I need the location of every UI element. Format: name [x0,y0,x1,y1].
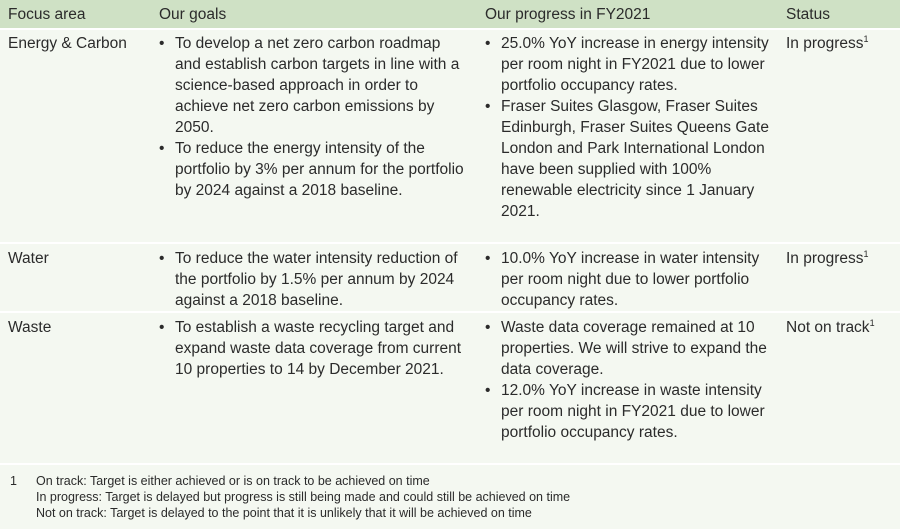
status-cell [786,248,898,269]
header-status: Status [786,6,830,23]
list-item: • 25.0% YoY increase in energy intensity per room night in FY2021 due to lower portfolio occupancy rates. [485,35,769,94]
list-item: • Fraser Suites Glasgow, Fraser Suites Edinburgh, Fraser Suites Queens Gate London and Park International London have been supplied with 100% renewable electricity since 1 January 2021. [485,98,769,220]
bullet-icon: • [159,250,165,267]
footnote [0,465,900,529]
bullet-icon: • [485,382,491,399]
table-row [0,30,900,242]
status-text: In progress [786,35,864,52]
bullet-icon: • [159,319,165,336]
footnote-marker: 1 [863,249,869,259]
list-item: • To establish a waste recycling target and expand waste data coverage from current 10 properties to 14 by December 2021. [159,319,462,378]
footnote-line-not-on-track: Not on track: Target is delayed to the point that it is unlikely that it will be achieved on time [36,506,532,520]
header-focus-area: Focus area [8,6,86,23]
footnote-line-in-progress: In progress: Target is delayed but progress is still being made and could still be achieved on time [36,490,571,504]
footnote-line-on-track: On track: Target is either achieved or is on track to be achieved on time [36,474,430,488]
footnote-marker: 1 [869,318,875,328]
bullet-icon: • [485,250,491,267]
table-row [0,313,900,463]
table-row [0,244,900,311]
focus-area-cell: Waste [8,319,52,336]
list-item: • 12.0% YoY increase in waste intensity per room night in FY2021 due to lower portfolio occupancy rates. [485,382,765,441]
bullet-icon: • [159,35,165,52]
goals-cell [159,248,469,311]
status-cell [786,33,898,54]
bullet-icon: • [485,35,491,52]
progress-cell [485,248,775,311]
goals-cell [159,317,469,380]
bullet-icon: • [159,140,165,157]
progress-cell [485,317,775,443]
list-item: • 10.0% YoY increase in water intensity per room night due to lower portfolio occupancy rates. [485,250,760,309]
list-item: • Waste data coverage remained at 10 properties. We will strive to expand the data coverage. [485,319,767,378]
status-text: In progress [786,250,864,267]
bullet-icon: • [485,98,491,115]
list-item: • To reduce the energy intensity of the portfolio by 3% per annum for the portfolio by 2024 against a 2018 baseline. [159,140,464,199]
footnote-marker: 1 [863,34,869,44]
focus-area-cell: Energy & Carbon [8,35,127,52]
footnote-number: 1 [10,474,17,488]
list-item: • To develop a net zero carbon roadmap and establish carbon targets in line with a science-based approach in order to achieve net zero carbon emissions by 2050. [159,35,460,136]
progress-cell [485,33,775,222]
header-our-progress: Our progress in FY2021 [485,6,651,23]
status-text: Not on track [786,319,870,336]
bullet-icon: • [485,319,491,336]
goals-cell [159,33,469,201]
footnote-lines [36,473,896,521]
list-item: • To reduce the water intensity reduction of the portfolio by 1.5% per annum by 2024 against a 2018 baseline. [159,250,458,309]
focus-area-cell: Water [8,250,49,267]
status-cell [786,317,898,338]
table-header [0,0,900,28]
header-our-goals: Our goals [159,6,227,23]
